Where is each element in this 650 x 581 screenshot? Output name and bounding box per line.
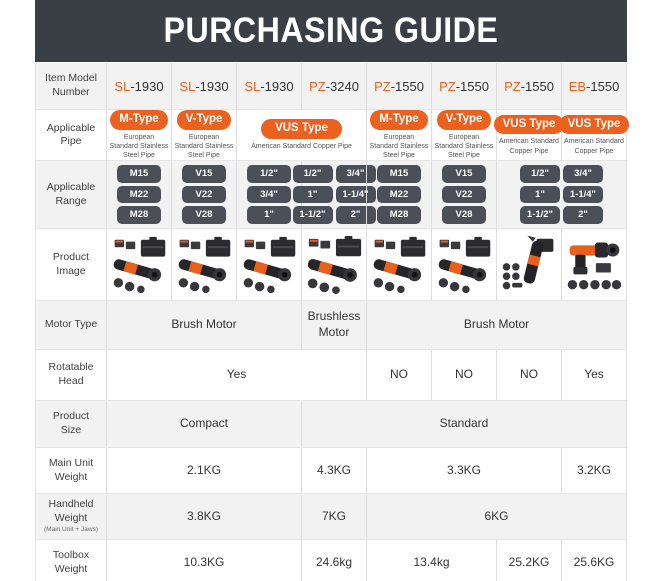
range-cell	[236, 161, 301, 228]
model-cell	[431, 63, 496, 109]
toolbox-weight-cell	[106, 540, 301, 581]
label-line: Image	[56, 264, 86, 277]
press-gun-kit-photo	[564, 234, 624, 296]
model-number	[244, 79, 293, 94]
row-main-unit-weight	[36, 447, 626, 493]
label-line: Toolbox	[52, 548, 90, 561]
main-unit-weight-value: 2.1KG	[186, 462, 222, 477]
rotatable-head-cell	[106, 350, 366, 400]
model-suffix: -1930	[130, 78, 164, 94]
model-cell	[301, 63, 366, 109]
row-item-model-number	[36, 63, 626, 109]
toolbox-weight-cell	[366, 540, 496, 581]
rotatable-head-value: NO	[390, 367, 408, 382]
range-pill: V15	[442, 165, 486, 183]
range-pill: 1"	[520, 186, 560, 204]
range-pill: 2"	[563, 206, 603, 224]
model-suffix: -1930	[260, 78, 294, 94]
model-prefix: EB	[568, 78, 587, 94]
model-prefix: PZ	[439, 78, 456, 94]
label-line: Pipe	[60, 135, 82, 148]
model-suffix: -1550	[455, 78, 489, 94]
pipe-type-badge: VUS Type	[261, 119, 342, 139]
label-line: Item Model	[45, 72, 97, 85]
range-pill: 1"	[247, 206, 291, 224]
row-label-motor-type	[36, 301, 106, 349]
range-pill: 2"	[336, 206, 376, 224]
comparison-table	[35, 63, 627, 581]
row-label-product-size	[36, 401, 106, 447]
range-pill: M28	[377, 206, 421, 224]
pipe-cell	[106, 110, 171, 161]
row-handheld-weight	[36, 493, 626, 539]
range-pill: M22	[377, 186, 421, 204]
main-unit-weight-cell	[366, 448, 561, 493]
pipe-desc: American Standard Copper Pipe	[251, 142, 352, 150]
model-number	[569, 79, 620, 94]
model-cell	[171, 63, 236, 109]
page-title: PURCHASING GUIDE	[163, 11, 499, 50]
range-pill: 3/4"	[247, 186, 291, 204]
range-pill: V28	[442, 206, 486, 224]
press-tool-upright-kit-photo	[499, 234, 559, 296]
model-number	[504, 79, 554, 94]
model-suffix: -3240	[325, 78, 359, 94]
model-cell	[366, 63, 431, 109]
pipe-type-badge: M-Type	[370, 110, 427, 130]
row-product-size	[36, 400, 626, 447]
range-pill: V28	[182, 206, 226, 224]
pipe-cell	[236, 110, 366, 161]
label-line: Product	[52, 410, 90, 423]
row-label-toolbox-weight	[36, 540, 106, 581]
row-label-handheld-weight	[36, 494, 106, 539]
pipe-desc: European Standard Stainless Steel Pipe	[434, 133, 494, 160]
pipe-cell	[366, 110, 431, 161]
toolbox-weight-cell	[496, 540, 561, 581]
handheld-weight-cell	[366, 494, 626, 539]
label-line: Main Unit	[48, 456, 94, 469]
product-image-cell	[496, 229, 561, 300]
product-size-value: Standard	[439, 416, 489, 431]
model-number	[114, 79, 163, 94]
model-suffix: -1550	[520, 78, 554, 94]
row-label-main-unit-weight	[36, 448, 106, 493]
rotatable-head-value: Yes	[226, 367, 247, 382]
row-label-product-image	[36, 229, 106, 300]
label-line: Handheld	[48, 498, 94, 511]
header-banner	[35, 0, 627, 62]
motor-type-cell	[366, 301, 626, 349]
row-label-applicable-pipe	[36, 110, 106, 161]
motor-type-value: Brush Motor	[463, 317, 530, 332]
model-prefix: SL	[244, 78, 261, 94]
model-prefix: PZ	[309, 78, 326, 94]
motor-type-cell	[301, 301, 366, 349]
pipe-desc: European Standard Stainless Steel Pipe	[369, 133, 429, 160]
handheld-weight-value: 3.8KG	[186, 508, 222, 523]
pipe-cell	[171, 110, 236, 161]
main-unit-weight-value: 3.2KG	[576, 462, 612, 477]
model-cell	[561, 63, 626, 109]
range-pill: 1/2"	[293, 165, 333, 183]
rotatable-head-value: NO	[455, 367, 473, 382]
product-image-cell	[431, 229, 496, 300]
pipe-desc: American Standard Copper Pipe	[499, 138, 559, 155]
range-cell	[106, 161, 171, 228]
label-line: Rotatable	[48, 361, 94, 374]
label-note: (Main Unit + Jaws)	[44, 526, 98, 534]
range-pill: 1"	[293, 186, 333, 204]
rotatable-head-cell	[561, 350, 626, 400]
pipe-type-badge: V-Type	[177, 110, 232, 130]
row-motor-type	[36, 300, 626, 349]
pipe-type-badge: VUS Type	[559, 115, 630, 135]
rotatable-head-cell	[496, 350, 561, 400]
motor-type-value: Brush Motor	[171, 317, 237, 332]
model-prefix: SL	[179, 78, 196, 94]
range-cell	[366, 161, 431, 228]
range-cell	[431, 161, 496, 228]
toolbox-weight-value: 13.4kg	[413, 554, 450, 569]
toolbox-weight-cell	[301, 540, 366, 581]
toolbox-weight-cell	[561, 540, 626, 581]
model-suffix: -1550	[586, 78, 620, 94]
model-prefix: PZ	[374, 78, 391, 94]
range-pill: V22	[442, 186, 486, 204]
range-pill: V22	[182, 186, 226, 204]
main-unit-weight-cell	[301, 448, 366, 493]
range-cell	[171, 161, 236, 228]
toolbox-weight-value: 25.2KG	[508, 554, 550, 569]
toolbox-weight-value: 25.6KG	[573, 554, 615, 569]
handheld-weight-value: 7KG	[321, 508, 346, 523]
range-pill-grid	[520, 165, 603, 224]
press-tool-kit-large-photo	[301, 234, 367, 296]
row-label-rotatable-head	[36, 350, 106, 400]
label-line: Number	[52, 86, 90, 98]
pipe-cell	[561, 110, 626, 161]
model-prefix: PZ	[504, 78, 521, 94]
label-line: Product	[52, 250, 90, 263]
product-image-cell	[366, 229, 431, 300]
press-tool-kit-photo	[369, 234, 429, 296]
pipe-cell	[496, 110, 561, 161]
range-cell	[496, 161, 626, 228]
range-pill: 1-1/4"	[336, 186, 376, 204]
range-pill: V15	[182, 165, 226, 183]
label-line: Applicable	[46, 121, 96, 134]
pipe-desc: American Standard Copper Pipe	[564, 138, 624, 155]
row-product-image	[36, 228, 626, 300]
label-line: Weight	[54, 562, 88, 575]
pipe-type-badge: VUS Type	[494, 115, 565, 135]
range-pill: M15	[117, 165, 161, 183]
model-cell	[236, 63, 301, 109]
rotatable-head-value: NO	[520, 367, 538, 382]
model-cell	[496, 63, 561, 109]
model-number	[439, 79, 489, 94]
range-pill: 1/2"	[520, 165, 560, 183]
pipe-cell	[431, 110, 496, 161]
product-size-cell	[301, 401, 626, 447]
model-number	[309, 79, 359, 94]
product-image-cell	[171, 229, 236, 300]
range-pill: 1-1/4"	[563, 186, 603, 204]
row-rotatable-head	[36, 349, 626, 400]
label-line: Motor Type	[44, 318, 98, 331]
row-label-item-model-number	[36, 63, 106, 109]
main-unit-weight-cell	[106, 448, 301, 493]
label-line: Weight	[54, 470, 88, 483]
range-pill: 1/2"	[247, 165, 291, 183]
model-prefix: SL	[114, 78, 131, 94]
rotatable-head-cell	[366, 350, 431, 400]
rotatable-head-cell	[431, 350, 496, 400]
model-cell	[106, 63, 171, 109]
label-line: Head	[58, 375, 84, 387]
product-image-cell	[301, 229, 366, 300]
main-unit-weight-cell	[561, 448, 626, 493]
press-tool-kit-photo	[174, 234, 234, 296]
press-tool-kit-photo	[239, 234, 299, 296]
pipe-type-badge: V-Type	[437, 110, 492, 130]
toolbox-weight-value: 10.3KG	[183, 554, 225, 569]
toolbox-weight-value: 24.6kg	[315, 554, 353, 569]
range-pill: M22	[117, 186, 161, 204]
range-pill: M15	[377, 165, 421, 183]
product-size-cell	[106, 401, 301, 447]
range-pill: M28	[117, 206, 161, 224]
handheld-weight-value: 6KG	[484, 508, 509, 523]
product-image-cell	[561, 229, 626, 300]
model-number	[374, 79, 424, 94]
main-unit-weight-value: 4.3KG	[316, 462, 352, 477]
label-line: Size	[60, 424, 82, 436]
main-unit-weight-value: 3.3KG	[446, 462, 482, 477]
range-pill: 3/4"	[336, 165, 376, 183]
row-applicable-range	[36, 160, 626, 228]
row-applicable-pipe	[36, 109, 626, 160]
range-pill: 1-1/2"	[520, 206, 560, 224]
label-line: Range	[55, 194, 87, 207]
pipe-type-badge: M-Type	[110, 110, 167, 130]
range-pill-grid	[293, 165, 376, 224]
label-line: Applicable	[46, 180, 96, 193]
motor-type-value: Brushless Motor	[307, 309, 361, 339]
rotatable-head-value: Yes	[584, 367, 604, 382]
press-tool-kit-photo	[109, 234, 169, 296]
label-line: Weight	[54, 511, 88, 524]
handheld-weight-cell	[301, 494, 366, 539]
range-cell	[299, 161, 369, 228]
handheld-weight-cell	[106, 494, 301, 539]
pipe-desc: European Standard Stainless Steel Pipe	[109, 133, 169, 160]
range-pill: 1-1/2"	[293, 206, 333, 224]
product-image-cell	[236, 229, 301, 300]
motor-type-cell	[106, 301, 301, 349]
model-number	[179, 79, 228, 94]
model-suffix: -1930	[195, 78, 229, 94]
product-size-value: Compact	[179, 416, 229, 431]
press-tool-kit-photo	[434, 234, 494, 296]
model-suffix: -1550	[390, 78, 424, 94]
range-pill: 3/4"	[563, 165, 603, 183]
row-label-applicable-range	[36, 161, 106, 228]
row-toolbox-weight	[36, 539, 626, 581]
pipe-desc: European Standard Stainless Steel Pipe	[174, 133, 234, 160]
product-image-cell	[106, 229, 171, 300]
